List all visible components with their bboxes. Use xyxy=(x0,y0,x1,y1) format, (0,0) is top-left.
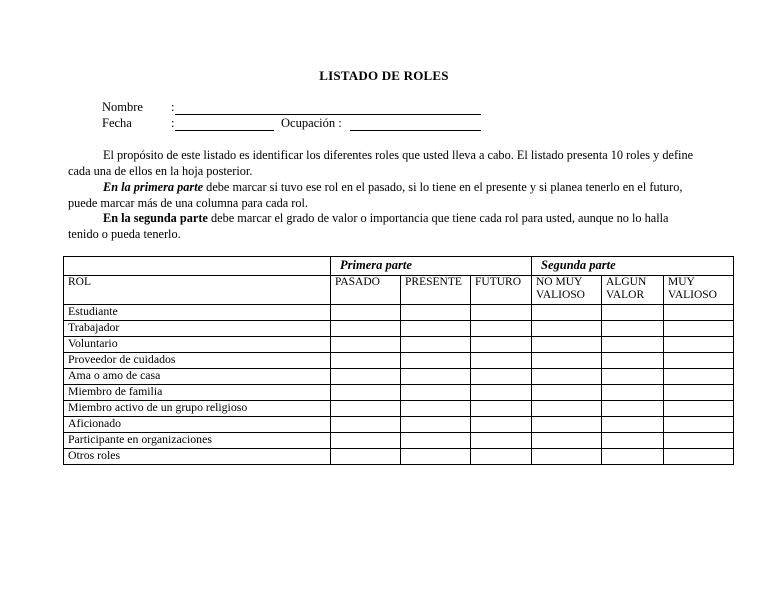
checkbox-cell[interactable] xyxy=(602,337,664,353)
ocupacion-field[interactable] xyxy=(350,130,481,131)
checkbox-cell[interactable] xyxy=(532,321,602,337)
checkbox-cell[interactable] xyxy=(331,353,401,369)
checkbox-cell[interactable] xyxy=(471,417,532,433)
checkbox-cell[interactable] xyxy=(664,449,734,465)
checkbox-cell[interactable] xyxy=(664,321,734,337)
checkbox-cell[interactable] xyxy=(401,433,471,449)
table-row xyxy=(64,321,734,337)
col-algun-valor-line1: ALGUN xyxy=(606,276,647,288)
role-name-cell: Miembro de familia xyxy=(64,385,331,401)
section-segunda-parte: Segunda parte xyxy=(532,257,734,276)
table-row xyxy=(64,449,734,465)
table-row xyxy=(64,401,734,417)
checkbox-cell[interactable] xyxy=(401,337,471,353)
checkbox-cell[interactable] xyxy=(331,305,401,321)
checkbox-cell[interactable] xyxy=(602,321,664,337)
checkbox-cell[interactable] xyxy=(664,337,734,353)
checkbox-cell[interactable] xyxy=(401,385,471,401)
checkbox-cell[interactable] xyxy=(331,401,401,417)
table-row xyxy=(64,337,734,353)
role-name-cell: Voluntario xyxy=(64,337,331,353)
checkbox-cell[interactable] xyxy=(532,401,602,417)
checkbox-cell[interactable] xyxy=(664,433,734,449)
checkbox-cell[interactable] xyxy=(602,449,664,465)
checkbox-cell[interactable] xyxy=(331,417,401,433)
nombre-field[interactable] xyxy=(175,114,481,115)
role-name-cell: Ama o amo de casa xyxy=(64,369,331,385)
checkbox-cell[interactable] xyxy=(532,337,602,353)
table-row xyxy=(64,369,734,385)
col-muy-valioso-line1: MUY xyxy=(668,276,695,288)
col-no-muy-valioso xyxy=(532,276,602,305)
section-primera-parte: Primera parte xyxy=(331,257,532,276)
checkbox-cell[interactable] xyxy=(401,449,471,465)
col-muy-valioso xyxy=(664,276,734,305)
empty-header-cell xyxy=(64,257,331,276)
checkbox-cell[interactable] xyxy=(471,433,532,449)
role-name-cell: Estudiante xyxy=(64,305,331,321)
nombre-label: Nombre xyxy=(102,100,143,114)
primera-paragraph xyxy=(68,179,700,211)
checkbox-cell[interactable] xyxy=(532,433,602,449)
checkbox-cell[interactable] xyxy=(331,369,401,385)
roles-table xyxy=(63,256,734,465)
role-name-cell: Participante en organizaciones xyxy=(64,433,331,449)
checkbox-cell[interactable] xyxy=(532,353,602,369)
ocupacion-label: Ocupación : xyxy=(281,116,342,130)
role-rows xyxy=(64,305,734,465)
checkbox-cell[interactable] xyxy=(602,385,664,401)
checkbox-cell[interactable] xyxy=(471,369,532,385)
col-pasado: PASADO xyxy=(331,276,401,305)
checkbox-cell[interactable] xyxy=(471,449,532,465)
col-no-muy-valioso-line1: NO MUY xyxy=(536,276,583,288)
col-muy-valioso-line2: VALIOSO xyxy=(668,289,717,301)
role-name-cell: Miembro activo de un grupo religioso xyxy=(64,401,331,417)
column-header-row xyxy=(64,276,734,305)
col-futuro: FUTURO xyxy=(471,276,532,305)
intro-paragraph xyxy=(68,147,700,179)
checkbox-cell[interactable] xyxy=(401,417,471,433)
checkbox-cell[interactable] xyxy=(602,305,664,321)
checkbox-cell[interactable] xyxy=(532,385,602,401)
checkbox-cell[interactable] xyxy=(602,401,664,417)
nombre-colon: : xyxy=(171,100,175,114)
checkbox-cell[interactable] xyxy=(664,401,734,417)
table-row xyxy=(64,417,734,433)
table-row xyxy=(64,433,734,449)
checkbox-cell[interactable] xyxy=(532,369,602,385)
primera-text: debe marcar si tuvo ese rol en el pasado, si lo tiene en el presente y si planea tenerlo en el futuro, puede marcar más de una columna para cada rol. xyxy=(68,180,683,210)
table-row xyxy=(64,305,734,321)
col-presente: PRESENTE xyxy=(401,276,471,305)
checkbox-cell[interactable] xyxy=(602,353,664,369)
checkbox-cell[interactable] xyxy=(401,369,471,385)
table-row xyxy=(64,385,734,401)
col-algun-valor-line2: VALOR xyxy=(606,289,645,301)
checkbox-cell[interactable] xyxy=(471,353,532,369)
fecha-label: Fecha xyxy=(102,116,132,130)
checkbox-cell[interactable] xyxy=(401,321,471,337)
checkbox-cell[interactable] xyxy=(664,353,734,369)
checkbox-cell[interactable] xyxy=(471,337,532,353)
checkbox-cell[interactable] xyxy=(471,321,532,337)
checkbox-cell[interactable] xyxy=(331,449,401,465)
checkbox-cell[interactable] xyxy=(664,385,734,401)
checkbox-cell[interactable] xyxy=(401,401,471,417)
checkbox-cell[interactable] xyxy=(664,417,734,433)
checkbox-cell[interactable] xyxy=(331,433,401,449)
fecha-field[interactable] xyxy=(175,130,274,131)
role-name-cell: Proveedor de cuidados xyxy=(64,353,331,369)
role-name-cell: Otros roles xyxy=(64,449,331,465)
col-algun-valor xyxy=(602,276,664,305)
checkbox-cell[interactable] xyxy=(471,401,532,417)
checkbox-cell[interactable] xyxy=(471,305,532,321)
intro-text: El propósito de este listado es identificar los diferentes roles que usted lleva a cabo. El listado presenta 10 roles y define cada una de ellos en la hoja posterior. xyxy=(68,148,694,178)
checkbox-cell[interactable] xyxy=(401,353,471,369)
checkbox-cell[interactable] xyxy=(532,449,602,465)
primera-bold: En la primera parte xyxy=(103,180,204,194)
checkbox-cell[interactable] xyxy=(331,385,401,401)
checkbox-cell[interactable] xyxy=(331,337,401,353)
table-row xyxy=(64,353,734,369)
checkbox-cell[interactable] xyxy=(532,305,602,321)
checkbox-cell[interactable] xyxy=(471,385,532,401)
col-no-muy-valioso-line2: VALIOSO xyxy=(536,289,585,301)
segunda-text: debe marcar el grado de valor o importancia que tiene cada rol para usted, aunque no lo halla tenido o pueda tenerlo. xyxy=(68,211,669,241)
col-rol: ROL xyxy=(64,276,331,305)
checkbox-cell[interactable] xyxy=(331,321,401,337)
page-title: LISTADO DE ROLES xyxy=(319,68,449,83)
section-header-row xyxy=(64,257,734,276)
checkbox-cell[interactable] xyxy=(602,417,664,433)
role-name-cell: Aficionado xyxy=(64,417,331,433)
segunda-bold: En la segunda parte xyxy=(103,211,208,225)
checkbox-cell[interactable] xyxy=(401,305,471,321)
role-name-cell: Trabajador xyxy=(64,321,331,337)
fecha-colon: : xyxy=(171,116,175,130)
checkbox-cell[interactable] xyxy=(532,417,602,433)
checkbox-cell[interactable] xyxy=(602,433,664,449)
checkbox-cell[interactable] xyxy=(664,369,734,385)
checkbox-cell[interactable] xyxy=(664,305,734,321)
checkbox-cell[interactable] xyxy=(602,369,664,385)
segunda-paragraph xyxy=(68,210,700,242)
